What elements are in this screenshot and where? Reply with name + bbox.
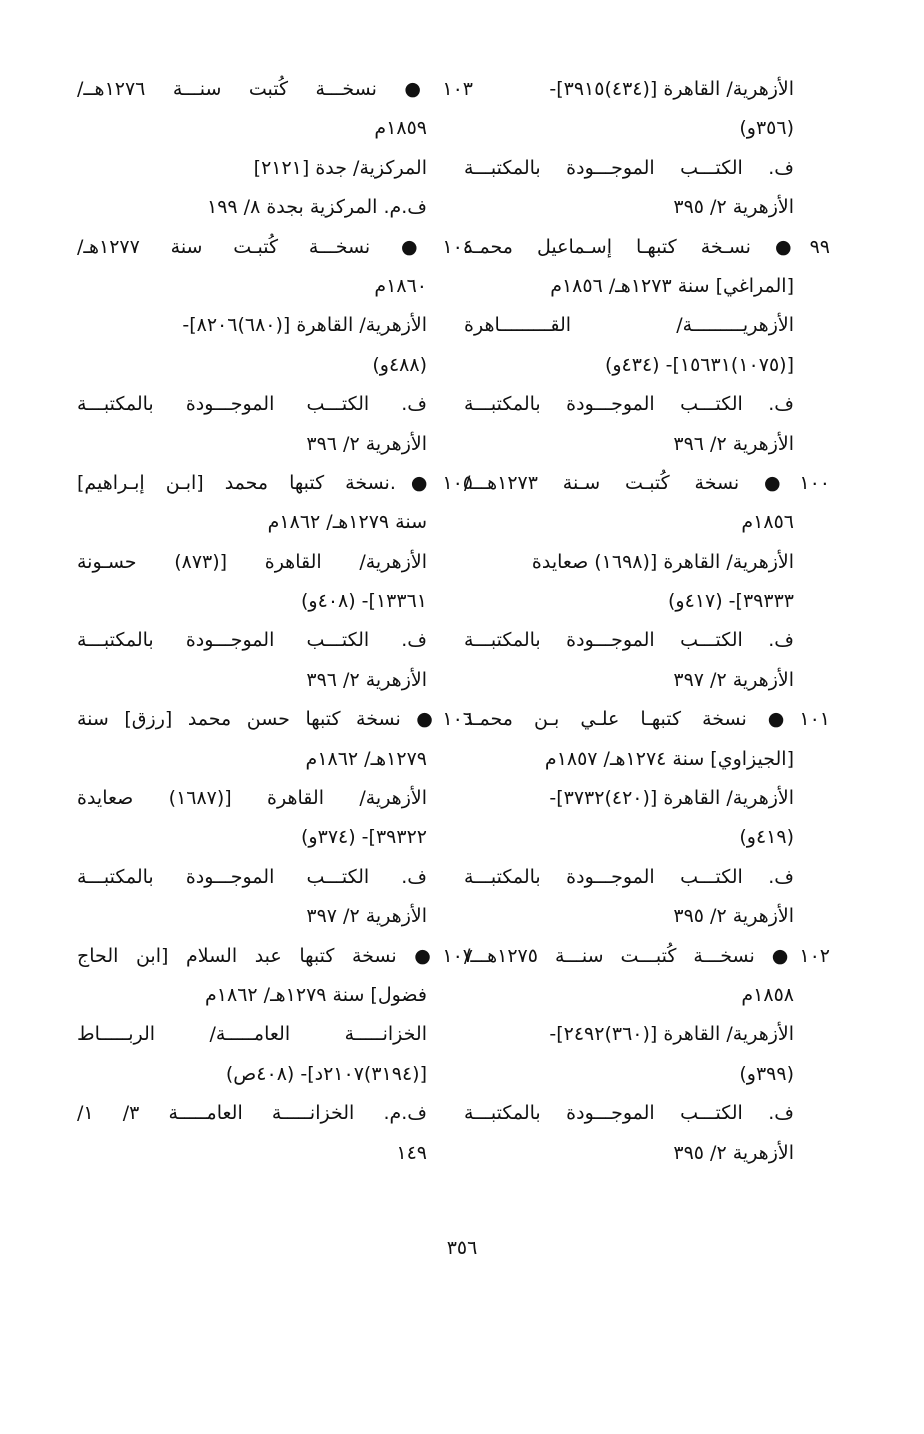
entry-line: الأزهرية ٢/ ٣٩٧ <box>306 905 427 928</box>
entry-first-line: ١٠٢● نسخـــة كُتبـــت سنـــة ١٢٧٥هـــ/ <box>464 944 830 967</box>
entry-line: الأزهرية ٢/ ٣٩٥ <box>673 1141 794 1164</box>
entry-line: الأزهرية/ القاهرة [(١٦٩٨) صعايدة <box>531 550 794 573</box>
entry-line: ف. الكتـــب الموجـــودة بالمكتبـــة <box>77 629 427 652</box>
entry-line: ف. الكتـــب الموجـــودة بالمكتبـــة <box>464 1102 794 1125</box>
entry-line: الأزهرية ٢/ ٣٩٧ <box>673 668 794 691</box>
entry-line: (٣٩٩و) <box>739 1062 794 1085</box>
entry-line: [(١٠٧٥)١٥٦٣١]- (٤٣٤و) <box>604 353 794 376</box>
entry-line: الأزهرية ٢/ ٣٩٦ <box>306 668 427 691</box>
entry-line: ١٨٦٠م <box>374 274 427 297</box>
entry-line: الأزهرية/ القاهرة [(٤٣٤)٣٩١٥]- <box>549 78 794 100</box>
entry-line: (٣٥٦و) <box>739 117 794 140</box>
entry-first-line: ١٠٣● نسخـــة كُتبت سنـــة ١٢٧٦هــ/ <box>77 78 473 100</box>
entry-line: ١٨٥٨م <box>741 983 794 1006</box>
entry-line: ١٢٧٩هـ/ ١٨٦٢م <box>305 747 427 770</box>
entry-line: [المراغي] سنة ١٢٧٣هـ/ ١٨٥٦م <box>550 274 794 297</box>
entry-line: الأزهرية/ القاهرة [(٦٨٠)٨٢٠٦]- <box>182 314 427 337</box>
entry-first-line: ٩٩● نسـخة كتبهـا إسـماعيل محمـد <box>464 235 830 258</box>
entry-line: الأزهرية/ القاهرة [(٤٢٠)٣٧٣٢]- <box>549 787 794 810</box>
entry-line: المركزية/ جدة [٢١٢١] <box>253 156 427 179</box>
page-number: ٣٥٦ <box>446 1237 478 1259</box>
entry-line: ١٣٣٦١]- (٤٠٨و) <box>301 590 427 613</box>
entry-line: فضول] سنة ١٢٧٩هـ/ ١٨٦٢م <box>205 983 427 1006</box>
entry-first-line: ١٠٠● نسخة كُتبـت سـنة ١٢٧٣هـــ/ <box>464 471 830 494</box>
entry-first-line: ١٠٧● نسخة كتبها عبد السلام [ابن الحاج <box>77 944 473 967</box>
entry-first-line: ١٠٥●.نسخة كتبها محمد [ابـن إبـراهيم] <box>77 471 473 494</box>
entry-line: ف. الكتـــب الموجـــودة بالمكتبـــة <box>464 629 794 652</box>
entry-first-line: ١٠٦● نسخة كتبها حسن محمد [رزق] سنة <box>77 708 473 731</box>
entry-line: ف. الكتـــب الموجـــودة بالمكتبـــة <box>464 393 794 416</box>
entry-first-line: ١٠١● نسخة كتبهـا علـي بـن محمـد <box>464 708 830 731</box>
entry-line: ١٤٩ <box>396 1141 427 1164</box>
entry-line: [الجيزاوي] سنة ١٢٧٤هـ/ ١٨٥٧م <box>544 747 794 770</box>
entry-line: ف. الكتـــب الموجـــودة بالمكتبـــة <box>464 865 794 888</box>
entry-line: ٣٩٣٣٣]- (٤١٧و) <box>668 590 794 613</box>
entry-line: الأزهريـــــــــة/ القـــــــــاهرة <box>464 314 794 337</box>
entry-line: ف. الكتـــب الموجـــودة بالمكتبـــة <box>464 156 794 179</box>
right-column <box>464 70 830 1173</box>
entry-line: ف. الكتـــب الموجـــودة بالمكتبـــة <box>77 393 427 416</box>
entry-line: ١٨٥٦م <box>741 511 794 534</box>
entry-line: الأزهرية/ القاهرة [(٣٦٠)٢٤٩٢]- <box>549 1023 794 1046</box>
entry-line: ٣٩٣٢٢]- (٣٧٤و) <box>301 826 427 849</box>
entry-line: الأزهرية ٢/ ٣٩٥ <box>673 905 794 928</box>
entry-line: ١٨٥٩م <box>374 117 427 140</box>
entry-line: ف.م. المركزية بجدة ٨/ ١٩٩ <box>207 196 427 219</box>
entry-line: الأزهرية ٢/ ٣٩٥ <box>673 196 794 219</box>
entry-line: (٤٨٨و) <box>372 353 427 376</box>
entry-line: الخزانـــــة العامـــــة/ الربـــــاط <box>77 1023 427 1046</box>
entry-line: سنة ١٢٧٩هـ/ ١٨٦٢م <box>267 511 427 534</box>
entry-line: الأزهرية/ القاهرة [(٨٧٣) حسـونة <box>77 550 427 573</box>
left-column <box>77 70 473 1173</box>
entry-line: الأزهرية/ القاهرة [(١٦٨٧) صعايدة <box>77 787 427 810</box>
entry-line: الأزهرية ٢/ ٣٩٦ <box>673 432 794 455</box>
entry-line: الأزهرية ٢/ ٣٩٦ <box>306 432 427 455</box>
entry-line: (٤١٩و) <box>739 826 794 849</box>
entry-line: ف. الكتـــب الموجـــودة بالمكتبـــة <box>77 865 427 888</box>
entry-first-line: ١٠٤● نسخـــة كُتبـت سنة ١٢٧٧هـ/ <box>77 235 473 258</box>
entry-line: ف.م. الخزانـــــة العامـــــة ٣/ ١/ <box>77 1102 427 1125</box>
entry-line: [(٣١٩٤)٢١٠٧د]- (٤٠٨ص) <box>225 1062 427 1085</box>
